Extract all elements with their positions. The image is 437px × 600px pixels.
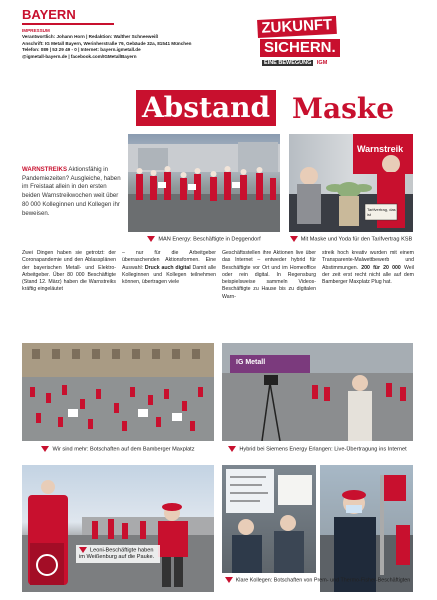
- impressum-line: @igmetall-bayern.de | facebook.com/IGMetallBayern: [22, 53, 137, 59]
- body-column-1: Zwei Dingen haben sie getrotzt: der Coronapandemie und den Ablassplänen der bayerischen Metall- und Elektro-Arbeitgeber. Über 80 000 Beschäftigte (Stand 12. März) haben die Warnstreiks kräftig eingeläutet: [22, 250, 116, 293]
- headline-right: Maske: [292, 92, 395, 125]
- photo-bamberg-maxplatz: [22, 343, 214, 441]
- caption-photo2: [289, 236, 413, 242]
- body-col2-text-b: Damit alle Kolleginnen und Kollegen teilnehmen können, übertragen viele: [122, 264, 216, 286]
- caption-photo4: [222, 446, 413, 452]
- zukunft-sichern-logo: [258, 16, 354, 76]
- intro-lead: WARNSTREIKS: [22, 166, 68, 173]
- photo3-scene: [22, 343, 214, 441]
- photo-man-energy-deggendorf: [128, 134, 280, 232]
- photo-ksb-yoda: [289, 134, 413, 232]
- caption-marker-icon: [41, 446, 49, 452]
- caption-photo3: [22, 446, 214, 452]
- caption-marker-icon: [228, 446, 236, 452]
- photo5-scene: [22, 465, 214, 592]
- region-rule: [22, 23, 114, 25]
- body-column-3: Geschäftsstellen ihre Aktionen live über das Internet – entweder hybrid für Beschäftigte vor Ort und im Homeoffice oder rein digital. In Regensburg beispielsweise sammeln Videos-Beschäftigte zu Hause bis zu digitalen Warn-: [222, 250, 316, 300]
- photo6b-scene: [320, 465, 413, 592]
- photo1-scene: [128, 134, 280, 232]
- photo-leoni-weissenburg: [22, 465, 214, 592]
- logo-block-line2: SICHERN.: [260, 39, 340, 57]
- caption-photo1-text: MAN Energy: Beschäftigte in Deggendorf: [158, 236, 261, 243]
- intro-body: Aktionsfähig in Pandemiezeiten? Ausgleiche, haben im Freistaat allein in den ersten beiden Warnstreikwochen weit über 80 000 Kolleginnen und Kollegen ihr beweisen.: [22, 166, 121, 217]
- impressum-title: IMPRESSUM: [22, 28, 50, 33]
- caption-marker-icon: [147, 236, 155, 242]
- photo2-banner-text: Warnstreik: [357, 144, 404, 154]
- photo2-sign-text: Tarifvertrag, das ist: [367, 207, 396, 217]
- logo-subline: [262, 60, 327, 66]
- photo6a-scene: [222, 465, 316, 573]
- body-col4-text-a: streik hoch kreativ wurden mit einem Transparente-Malwettbewerb und Abstimmungen.: [322, 250, 414, 271]
- body-column-4: [322, 250, 414, 286]
- caption-photo5-text: Leoni-Beschäftigte haben im Weißenburg auf die Pauke.: [79, 547, 155, 561]
- caption-marker-icon: [79, 547, 87, 553]
- logo-sub-text: EINE BEWEGUNG: [264, 60, 312, 66]
- caption-photo3-text: Wir sind mehr: Botschaften auf dem Bamberger Maxplatz: [52, 446, 195, 453]
- caption-photo5-box: [76, 545, 160, 563]
- impressum-line: Anschrift: IG Metall Bayern, Werinherstraße 79, Gebäude 32a, 81541 München: [22, 40, 192, 46]
- photo-siemens-energy-erlangen: [222, 343, 413, 441]
- logo-block-line1: ZUKUNFT: [257, 16, 337, 38]
- headline-left: Abstand: [136, 90, 276, 126]
- photo4-banner-text: IG Metall: [236, 359, 266, 366]
- body-col2-lead: Druck auch digital: [144, 264, 191, 271]
- logo-sub-right: IGM: [316, 60, 328, 66]
- impressum-line: Telefon: 089 | 53 29 49 - 0 | Internet: bayern.igmetall.de: [22, 47, 141, 53]
- intro-text: [22, 166, 126, 218]
- body-col4-text-b: Weil der zeit erst recht nicht alle auf dem Bamberger Maxplatz Plug hat.: [322, 264, 414, 286]
- impressum: [22, 28, 232, 60]
- caption-photo4-text: Hybrid bei Siemens Energy Erlangen: Live-Übertragung ins Internet: [239, 446, 407, 453]
- region-title: BAYERN: [22, 7, 76, 22]
- caption-marker-icon: [225, 577, 233, 583]
- body-col2-text-a: – nur für die Arbeitgeber überraschenden Aktionsformen. Eine Auswahl:: [122, 250, 216, 271]
- photo-prem-beschaeftigte: [222, 465, 316, 573]
- photo-thermo-fisher-beschaeftigte: [320, 465, 413, 592]
- body-col4-lead: 200 für 20 000: [361, 264, 401, 271]
- caption-marker-icon: [290, 236, 298, 242]
- caption-photo6-text: Klare Kollegen: Botschaften von Prem- und Thermo-Fisher-Beschäftigten: [235, 577, 411, 584]
- body-column-2: [122, 250, 216, 286]
- caption-photo2-text: Mit Maske und Yoda für den Tarifvertrag KSB: [300, 236, 413, 243]
- caption-photo6: [222, 577, 413, 583]
- caption-photo1: [128, 236, 280, 242]
- impressum-line: Verantwortlich: Johann Horn | Redaktion: Walther Schneeweiß: [22, 34, 159, 40]
- photo4-scene: [222, 343, 413, 441]
